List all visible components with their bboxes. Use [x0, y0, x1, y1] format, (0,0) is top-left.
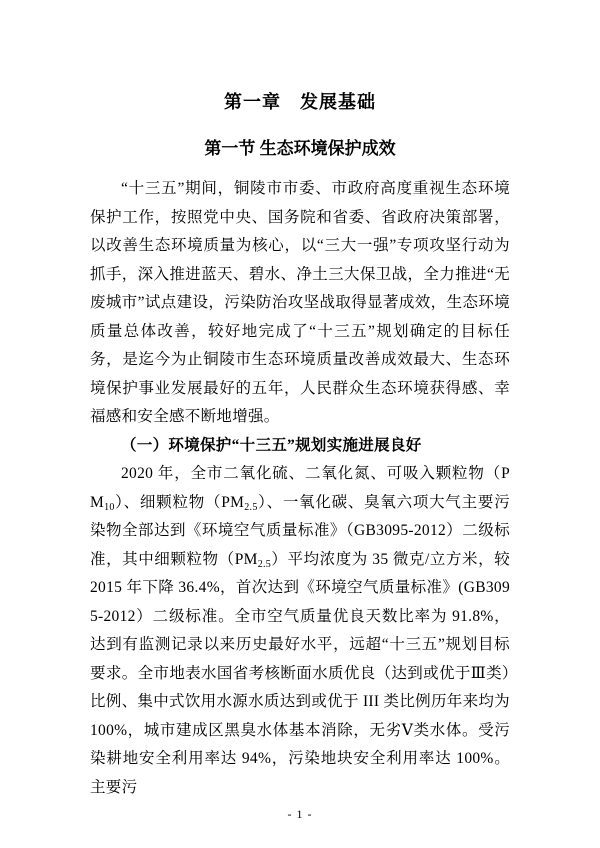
pm25-subscript: 2.5: [244, 501, 258, 513]
chapter-title: 第一章 发展基础: [224, 92, 376, 112]
stats-text-segment: ）、一氧化碳、臭氧六项大气主要污染物全部达到《环境空气质量标准》（GB3095-2012）二级标准，其中细颗粒物（PM: [90, 493, 510, 568]
pm10-subscript: 10: [104, 501, 115, 513]
stats-text-segment: ）、细颗粒物（PM: [114, 493, 245, 511]
stats-paragraph: [90, 460, 510, 802]
pm25-subscript: 2.5: [257, 558, 272, 570]
page-number: - 1 -: [287, 807, 313, 821]
intro-paragraph: “十三五”期间，铜陵市市委、市政府高度重视生态环境保护工作，按照党中央、国务院和省委、省政府决策部署，以改善生态环境质量为核心，以“三大一强”专项攻坚行动为抓手，深入推进蓝天、碧水、净土三大保卫战，全力推进“无废城市”试点建设，污染防治攻坚战取得显著成效，生态环境质量总体改善，较好地完成了“十三五”规划确定的目标任务，是迄今为止铜陵市生态环境质量改善成效最大、生态环境保护事业发展最好的五年，人民群众生态环境获得感、幸福感和安全感不断地增强。: [90, 180, 510, 425]
stats-text-segment: ）平均浓度为 35 微克/立方米，较 2015 年下降 36.4%，首次达到《环境空气质量标准》(GB3095-2012）二级标准。全市空气质量优良天数比率为 91.8%，达到有监测记录以来历史最好水平，远超“十三五”规划目标要求。全市地表水国省考核断面水质优良（达到或优于Ⅲ类）比例、集中式饮用水源水质达到或优于 III 类比例历年来均为 100%，城市建成区黑臭水体基本消除，无劣Ⅴ类水体。受污染耕地安全利用率达 94%，污染地块安全利用率达 100%。主要污: [90, 550, 510, 796]
subsection-heading: （一）环境保护“十三五”规划实施进展良好: [121, 436, 422, 454]
stats-text-segment: 2020 年，全市二氧化硫、二氧化氮、可吸入颗粒物（PM: [90, 465, 510, 511]
section-title: 第一节 生态环境保护成效: [204, 139, 396, 158]
